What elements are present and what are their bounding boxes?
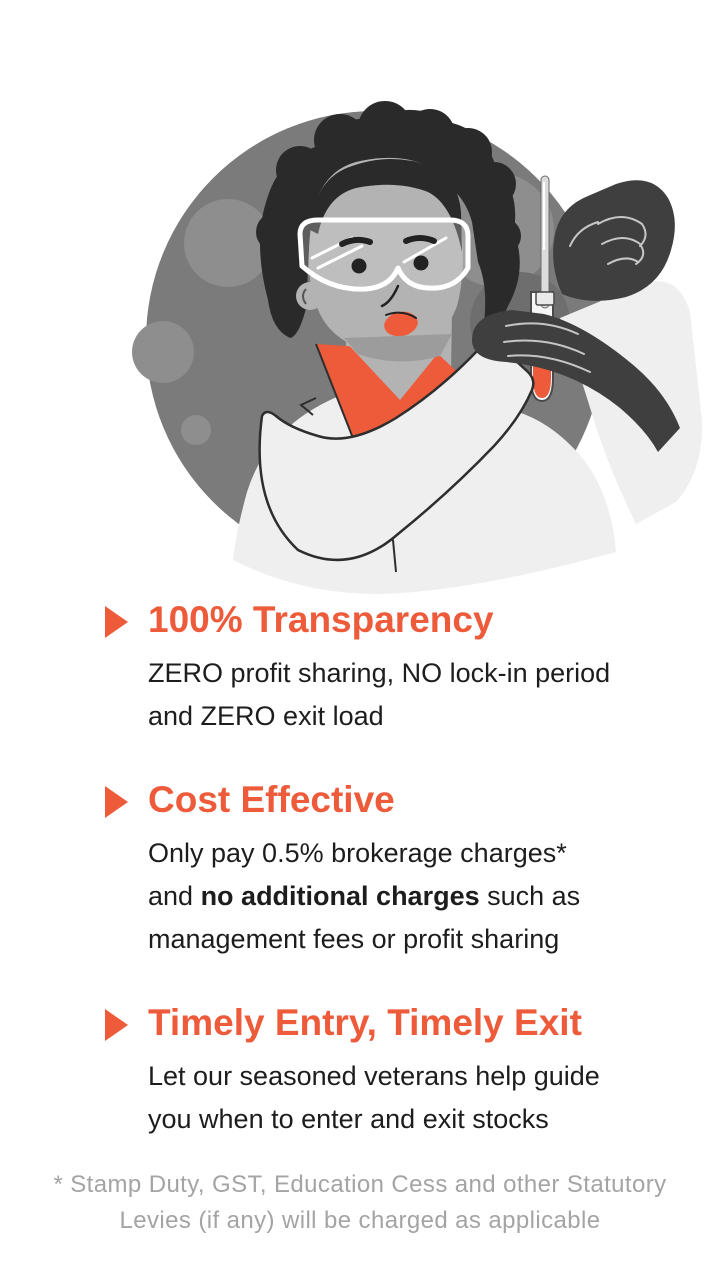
bullet-triangle-icon [105, 1009, 128, 1041]
section-timely-entry-exit [105, 1003, 720, 1141]
body-line [148, 1098, 600, 1141]
footnote-line: Levies (if any) will be charged as applicable [119, 1207, 601, 1234]
feature-list [0, 600, 720, 1141]
ear [296, 282, 324, 310]
text-segment: you when to enter and exit stocks [148, 1104, 549, 1134]
text-segment: such as [479, 881, 581, 911]
safety-goggles-icon [300, 220, 468, 289]
section-transparency [105, 600, 720, 738]
body-line [148, 1055, 600, 1098]
body-line [148, 875, 580, 918]
body-line [148, 918, 580, 961]
section-title: Cost Effective [148, 779, 395, 820]
section-title: 100% Transparency [148, 599, 494, 640]
scientist-illustration [0, 0, 720, 600]
footnote-line: * Stamp Duty, GST, Education Cess and other Statutory [53, 1171, 667, 1198]
body-line [148, 695, 610, 738]
body-line [148, 832, 580, 875]
body-line [148, 652, 610, 695]
disclaimer-footnote [0, 1167, 720, 1239]
scientist-illustration-svg [0, 0, 720, 600]
text-segment: Let our seasoned veterans help guide [148, 1061, 600, 1091]
bullet-triangle-icon [105, 606, 128, 638]
text-segment: management fees or profit sharing [148, 924, 560, 954]
text-segment-bold: no additional charges [200, 881, 480, 911]
text-segment: and ZERO exit load [148, 701, 384, 731]
section-title: Timely Entry, Timely Exit [148, 1002, 582, 1043]
text-segment: ZERO profit sharing, NO lock-in period [148, 658, 611, 688]
bullet-triangle-icon [105, 786, 128, 818]
section-cost-effective [105, 780, 720, 961]
text-segment: and [148, 881, 201, 911]
text-segment: Only pay 0.5% brokerage charges* [148, 838, 567, 868]
